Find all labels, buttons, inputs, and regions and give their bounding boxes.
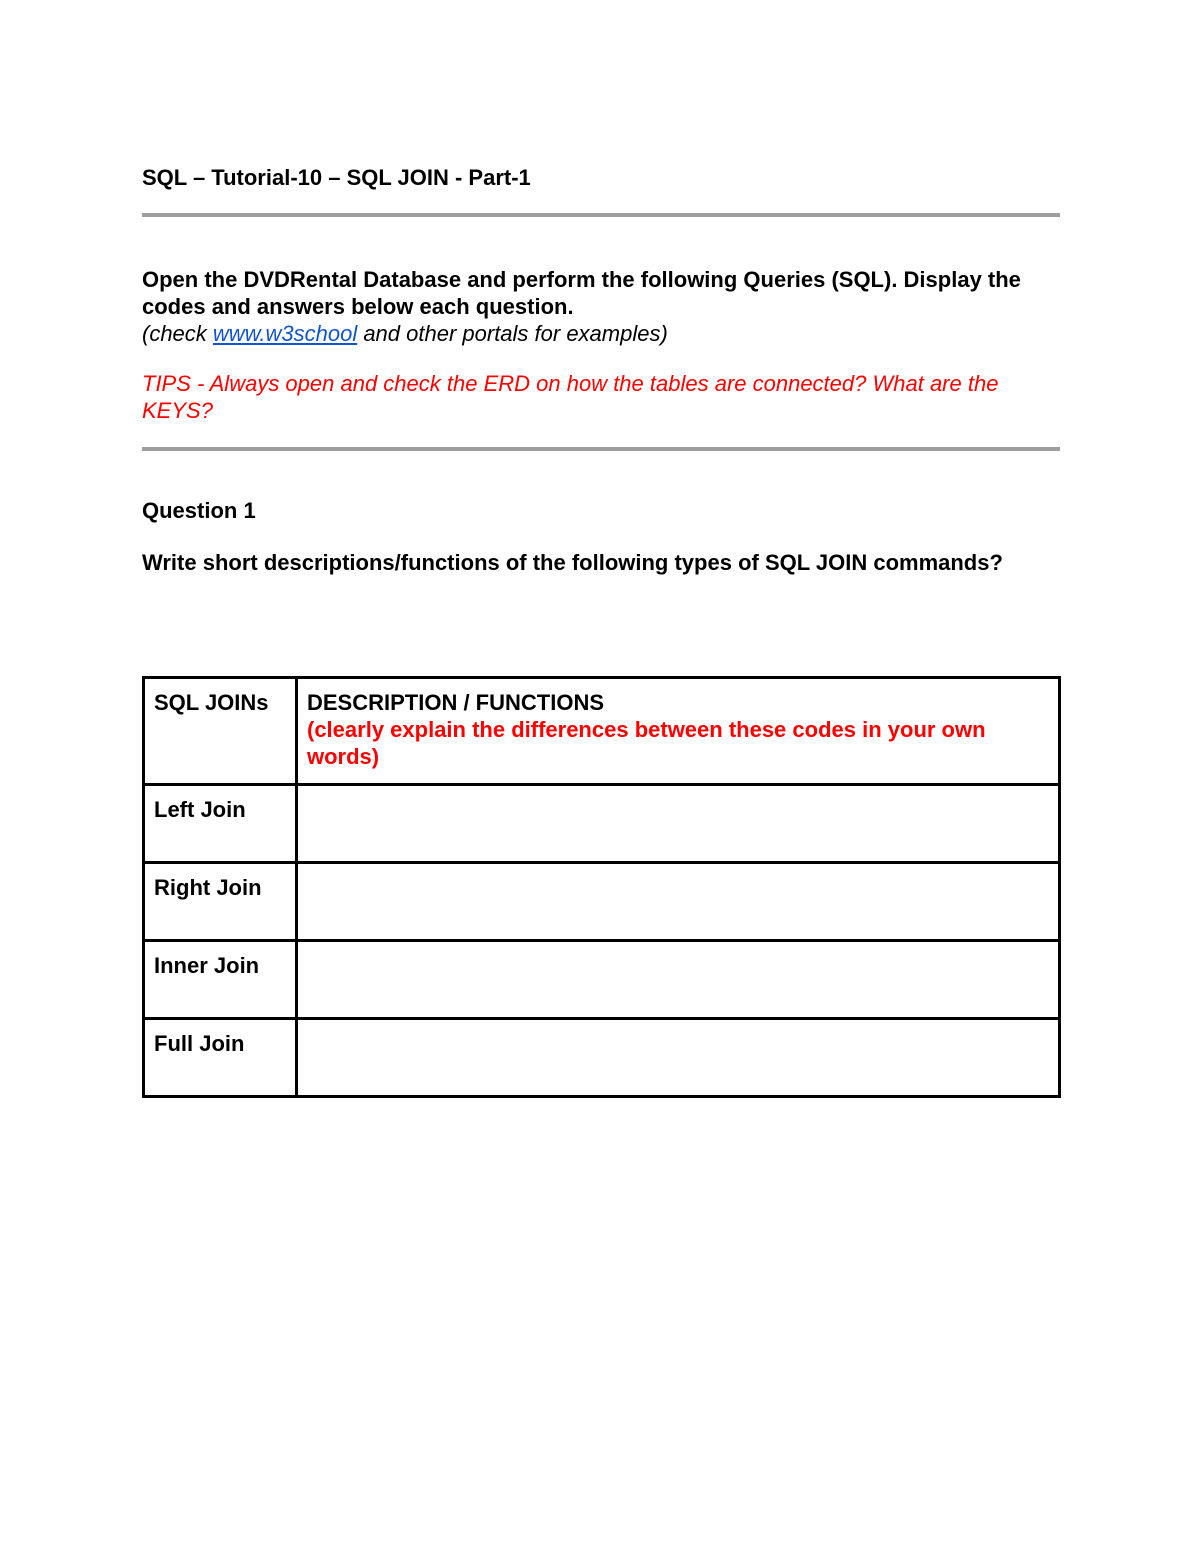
joins-table <box>142 676 1061 1098</box>
header-description-note: (clearly explain the differences between these codes in your own words) <box>307 717 986 769</box>
header-cell-description <box>297 678 1060 785</box>
question-heading: Question 1 <box>142 498 256 523</box>
horizontal-rule-bottom <box>142 447 1060 451</box>
question-text: Write short descriptions/functions of the following types of SQL JOIN commands? <box>142 550 1003 575</box>
instructions-block <box>142 266 1060 347</box>
join-name-cell: Right Join <box>144 863 297 941</box>
check-suffix: and other portals for examples) <box>357 321 668 346</box>
description-cell[interactable] <box>297 941 1060 1019</box>
check-prefix: (check <box>142 321 213 346</box>
w3school-link[interactable]: www.w3school <box>212 321 358 346</box>
tips-text: TIPS - Always open and check the ERD on how the tables are connected? What are the KEYS? <box>142 371 999 423</box>
header-description-title: DESCRIPTION / FUNCTIONS <box>307 690 605 715</box>
table-row <box>144 1019 1060 1097</box>
check-line <box>142 320 1060 347</box>
table-row <box>144 785 1060 863</box>
instructions-text: Open the DVDRental Database and perform the following Queries (SQL). Display the codes and answers below each question. <box>142 267 1021 319</box>
document-title: SQL – Tutorial-10 – SQL JOIN - Part-1 <box>142 165 531 190</box>
table-row <box>144 941 1060 1019</box>
table-header-row <box>144 678 1060 785</box>
table-row <box>144 863 1060 941</box>
description-cell[interactable] <box>297 863 1060 941</box>
join-name-cell: Inner Join <box>144 941 297 1019</box>
join-name-cell: Full Join <box>144 1019 297 1097</box>
description-cell[interactable] <box>297 785 1060 863</box>
header-cell-joins: SQL JOINs <box>144 678 297 785</box>
horizontal-rule-top <box>142 213 1060 217</box>
description-cell[interactable] <box>297 1019 1060 1097</box>
join-name-cell: Left Join <box>144 785 297 863</box>
